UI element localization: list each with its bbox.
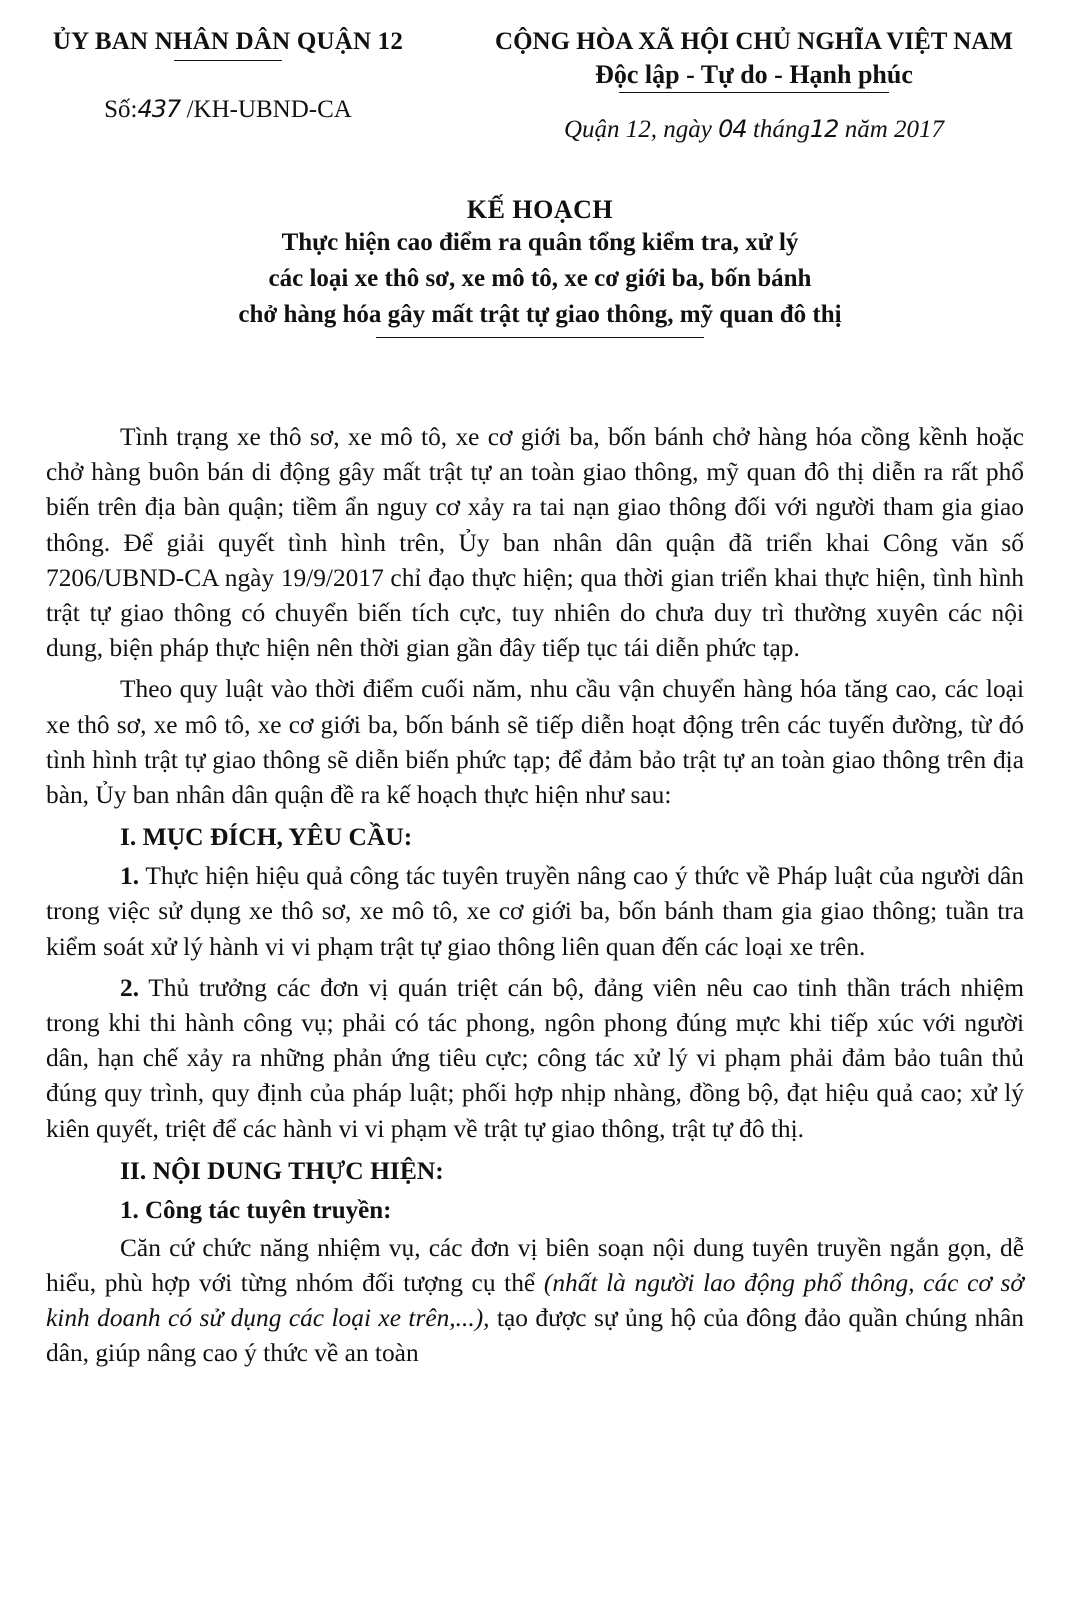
paragraph-italic-note: (nhất là người lao động phổ thông, các cơ sở kinh doanh có sử dụng các loại xe trên,...), [46, 1269, 1024, 1333]
title-line-1: Thực hiện cao điểm ra quân tổng kiểm tra, xử lý [281, 229, 799, 256]
title-line-2: các loại xe thô sơ, xe mô tô, xe cơ giới ba, bốn bánh [268, 265, 812, 292]
item-text: Thủ trưởng các đơn vị quán triệt cán bộ, đảng viên nêu cao tinh thần trách nhiệm trong khi thi hành công vụ; phải có tác phong, ngôn phong đúng mực khi tiếp xúc với người dân, hạn chế xảy ra những phản ứng tiêu cực; công tác xử lý vi phạm phải đảm bảo tuân thủ đúng quy trình, quy định của pháp luật; phối hợp nhịp nhàng, đồng bộ, đạt hiệu quả cao; xử lý kiên quyết, triệt để các hành vi vi phạm về trật tự giao thông, trật tự đô thị. [46, 973, 1024, 1143]
intro-paragraph-1: Tình trạng xe thô sơ, xe mô tô, xe cơ giới ba, bốn bánh chở hàng hóa cồng kềnh hoặc chở hàng buôn bán di động gây mất trật tự an toàn giao thông, mỹ quan đô thị diễn ra rất phổ biến trên địa bàn quận; tiềm ẩn nguy cơ xảy ra tai nạn giao thông đối với người tham gia giao thông. Để giải quyết tình hình trên, Ủy ban nhân dân quận đã triển khai Công văn số 7206/UBND-CA ngày 19/9/2017 chỉ đạo thực hiện; qua thời gian triển khai thực hiện, tình hình trật tự giao thông có chuyển biến tích cực, tuy nhiên do chưa duy trì thường xuyên các nội dung, biện pháp thực hiện nên thời gian gần đây tiếp tục tái diễn phức tạp. [46, 423, 1024, 663]
title-line-3: chở hàng hóa gây mất trật tự giao thông, mỹ quan đô thị [238, 301, 842, 328]
document-title-block [0, 195, 1080, 338]
date-day-handwritten: 04 [718, 115, 747, 143]
motto-underline [619, 92, 889, 93]
date-year: năm 2017 [838, 116, 944, 143]
date-place: Quận 12, ngày [563, 116, 719, 143]
item-number: 2. [120, 973, 140, 1002]
national-header-block [448, 28, 1060, 144]
document-number [18, 95, 438, 124]
section-2-heading: II. NỘI DUNG THỰC HIỆN: [120, 1155, 444, 1185]
national-motto: Độc lập - Tự do - Hạnh phúc [595, 60, 913, 89]
section-2-subheading-1: 1. Công tác tuyên truyền: [120, 1196, 392, 1224]
date-month-label: tháng [746, 116, 810, 143]
section-1-heading: I. MỤC ĐÍCH, YÊU CẦU: [120, 822, 413, 852]
intro-paragraph-2: Theo quy luật vào thời điểm cuối năm, nhu cầu vận chuyển hàng hóa tăng cao, các loại xe thô sơ, xe mô tô, xe cơ giới ba, bốn bánh sẽ tiếp diễn hoạt động trên các tuyến đường, từ đó tình hình trật tự giao thông sẽ diễn biến phức tạp; để đảm bảo trật tự an toàn giao thông trên địa bàn, Ủy ban nhân dân quận đề ra kế hoạch thực hiện như sau: [46, 675, 1024, 810]
document-number-handwritten: 437 [137, 95, 181, 123]
title-underline [376, 337, 704, 338]
paragraph-text-a: Căn cứ chức năng nhiệm vụ, các đơn vị biên soạn nội dung tuyên truyền ngắn gọn, dễ hiểu, phù hợp với từng nhóm đối tượng cụ thể [46, 1233, 1024, 1298]
document-number-suffix: /KH-UBND-CA [180, 96, 352, 123]
national-title: CỘNG HÒA XÃ HỘI CHỦ NGHĨA VIỆT NAM [495, 28, 1013, 55]
item-number: 1. [120, 862, 140, 891]
paragraph-text-b: tạo được sự ủng hộ của đông đảo quần chúng nhân dân, giúp nâng cao ý thức về an toàn [46, 1304, 1024, 1368]
item-text: Thực hiện hiệu quả công tác tuyên truyền nâng cao ý thức về Pháp luật của người dân trong việc sử dụng xe thô sơ, xe mô tô, xe cơ giới ba, bốn bánh tham gia giao thông; tuần tra kiểm soát xử lý hành vi vi phạm trật tự giao thông liên quan đến các loại xe trên. [46, 862, 1024, 961]
document-number-prefix: Số: [104, 96, 138, 123]
section-2-sub-1-paragraph [46, 1231, 1024, 1372]
issuing-organization: ỦY BAN NHÂN DÂN QUẬN 12 [52, 28, 404, 55]
organization-underline [174, 60, 282, 61]
date-month-handwritten: 12 [809, 115, 839, 143]
document-body [46, 420, 1024, 1378]
section-1-item-2 [46, 971, 1024, 1147]
document-type: KẾ HOẠCH [466, 195, 614, 224]
document-date [448, 115, 1060, 144]
section-1-item-1 [46, 859, 1024, 965]
issuing-authority-block [18, 28, 438, 124]
